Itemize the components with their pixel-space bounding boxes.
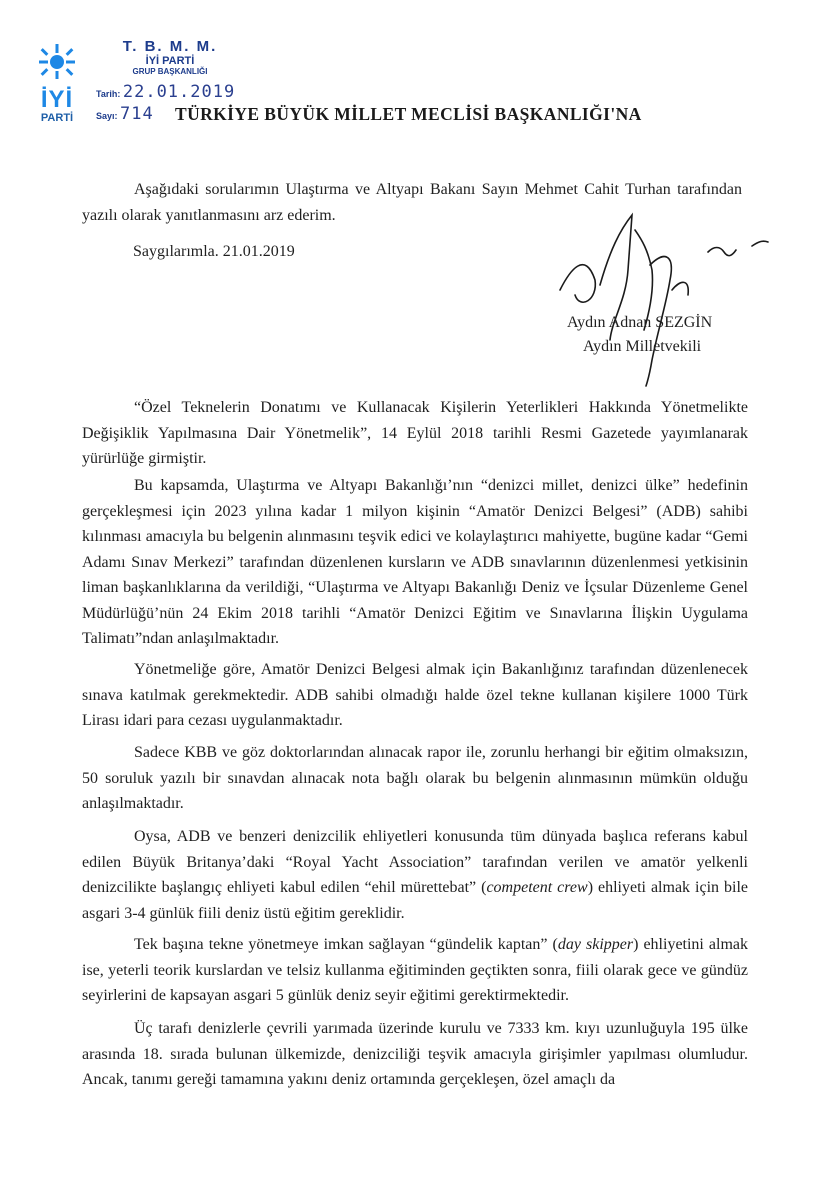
date-value: 22.01.2019 — [122, 82, 236, 102]
p6-text-b: ) ehliyetini almak ise, yeterli teorik kurslardan ve telsiz kullanma eğitiminden geçtikten sonra, fiili olarak gece ve gündüz seyirlerini de kapsayan asgari 5 günlük deniz seyir eğitimi gerektirmektedir. — [82, 936, 749, 1004]
handwritten-signature — [540, 210, 780, 390]
stamp-line-2: İYİ PARTİ — [145, 55, 195, 67]
stamp-line-1: T. B. M. M. — [122, 38, 218, 55]
logo-text — [26, 88, 88, 124]
number-value: 714 — [120, 104, 154, 124]
p5-text-b: ) ehliyeti almak için bile asgari 3-4 günlük fiili deniz üstü eğitim gereklidir. — [82, 879, 748, 922]
stamp-date — [96, 82, 235, 102]
body-paragraph-1: “Özel Teknelerin Donatımı ve Kullanacak Kişilerin Yeterlikleri Hakkında Yönetmelikte Değişiklik Yapılmasına Dair Yönetmelik”, 14 Eylül 2018 tarihli Resmi Gazetede yayımlanarak yürürlüğe girmiştir. — [82, 399, 748, 467]
tbmm-stamp — [96, 38, 236, 124]
stamp-line-3: GRUP BAŞKANLIĞI — [132, 67, 208, 76]
body-paragraph-5 — [82, 824, 748, 926]
logo-parti: PARTİ — [40, 112, 74, 124]
intro-paragraph: Aşağıdaki sorularımın Ulaştırma ve Altyapı Bakanı Sayın Mehmet Cahit Turhan tarafından yazılı olarak yanıtlanmasını arz ederim. — [82, 181, 742, 224]
p5-text-a: Oysa, ADB ve benzeri denizcilik ehliyetleri konusunda tüm dünyada başlıca referans kabul edilen Büyük Britanya’daki “Royal Yacht Association” tarafından verilen ve amatör yelkenli denizcilikte başlangıç ehliyeti kabul edilen “ehil mürettebat” ( — [82, 828, 748, 896]
signature-name: Aydın Adnan SEZGİN — [567, 314, 713, 331]
signature-title: Aydın Milletvekili — [583, 338, 702, 355]
stamp-number — [96, 104, 154, 124]
sun-icon — [26, 38, 88, 88]
greeting: Saygılarımla. 21.01.2019 — [133, 243, 295, 260]
p6-italic: day skipper — [557, 936, 634, 953]
document-title: TÜRKİYE BÜYÜK MİLLET MECLİSİ BAŞKANLIĞI'NA — [175, 104, 642, 124]
p6-text-a: Tek başına tekne yönetmeye imkan sağlayan “gündelik kaptan” ( — [134, 936, 558, 953]
logo-iyi: İYİ — [40, 86, 74, 113]
body-paragraph-6 — [82, 932, 748, 1009]
party-logo — [26, 38, 88, 124]
number-label: Sayı: — [96, 111, 118, 121]
body-paragraph-7: Üç tarafı denizlerle çevrili yarımada üzerinde kurulu ve 7333 km. kıyı uzunluğuyla 195 ülke arasında 18. sırada bulunan ülkemizde, denizciliği teşvik amacıyla girişimler yapılması olumludur. Ancak, tanımı gereği tamamına yakını deniz ortamında gerçekleşen, özel amaçlı da — [82, 1020, 748, 1088]
date-label: Tarih: — [96, 89, 121, 99]
body-paragraph-4: Sadece KBB ve göz doktorlarından alınacak rapor ile, zorunlu herhangi bir eğitim olmaksızın, 50 soruluk yazılı bir sınavdan alınacak nota bağlı olarak bu belgenin alınmasının mümkün olduğu anlaşılmaktadır. — [82, 744, 748, 812]
body-paragraph-3: Yönetmeliğe göre, Amatör Denizci Belgesi almak için Bakanlığınız tarafından düzenlenecek sınava katılmak gerekmektedir. ADB sahibi olmadığı halde özel tekne kullanan kişilere 1000 Türk Lirası idari para cezası uygulanmaktadır. — [82, 661, 748, 729]
p5-italic: competent crew — [486, 879, 588, 896]
body-paragraph-2: Bu kapsamda, Ulaştırma ve Altyapı Bakanlığı’nın “denizci millet, denizci ülke” hedefinin gerçekleşmesi için 2023 yılına kadar 1 milyon kişinin “Amatör Denizci Belgesi” (ADB) sahibi kılınması amacıyla bu belgenin alınmasını teşvik edici ve kolaylaştırıcı mahiyette, bugüne kadar “Gemi Adamı Sınav Merkezi” tarafından düzenlenen kursların ve ADB sınavlarının düzenlenmesi yetkisinin liman başkanlıklarına da verildiği, “Ulaştırma ve Altyapı Bakanlığı Deniz ve İçsular Düzenleme Genel Müdürlüğü’nün 24 Ekim 2018 tarihli “Amatör Denizci Eğitim ve Sınavlarına İlişkin Uygulama Talimatı”ndan anlaşılmaktadır. — [82, 477, 748, 647]
